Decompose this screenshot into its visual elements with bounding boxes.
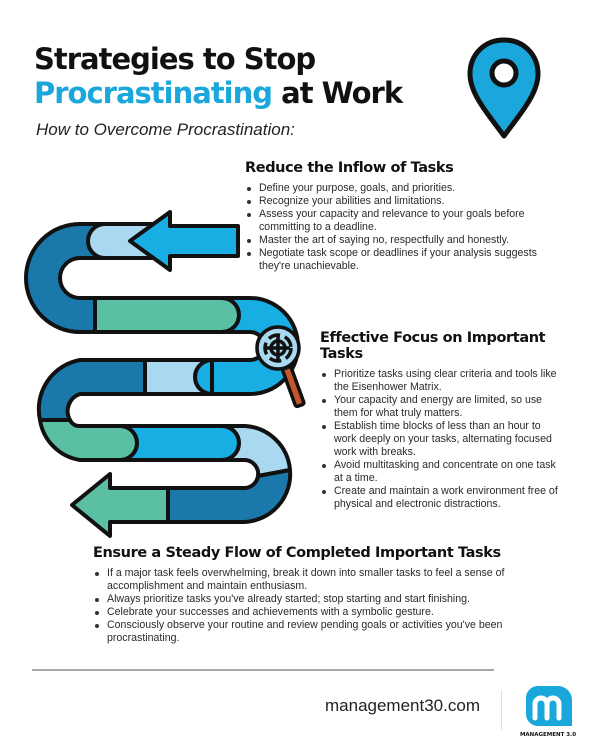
list-item: Define your purpose, goals, and priorities.	[245, 182, 565, 195]
list-item: Negotiate task scope or deadlines if your analysis suggests they're unachievable.	[245, 247, 565, 273]
list-item: Establish time blocks of less than an hour to work deeply on your tasks, alternating focused work with breaks.	[320, 420, 560, 459]
management30-logo-icon	[520, 684, 576, 734]
bullet-list	[245, 182, 565, 273]
list-item: Your capacity and energy are limited, so use them for what truly matters.	[320, 394, 560, 420]
list-item: Celebrate your successes and achievements with a symbolic gesture.	[93, 606, 513, 619]
list-item: Consciously observe your routine and review pending goals or activities you've been procrastinating.	[93, 619, 513, 645]
website-link[interactable]: management30.com	[325, 696, 480, 715]
bullet-list	[93, 567, 513, 645]
section-steady-flow	[93, 545, 513, 645]
section-heading: Effective Focus on Important Tasks	[320, 330, 546, 362]
section-heading: Reduce the Inflow of Tasks	[245, 160, 454, 176]
title-line-1: Strategies to Stop	[34, 42, 316, 76]
section-effective-focus	[320, 330, 560, 511]
footer-divider	[32, 669, 494, 671]
list-item: Create and maintain a work environment free of physical and electronic distractions.	[320, 485, 560, 511]
page-title	[34, 42, 402, 110]
section-reduce-inflow	[245, 160, 565, 273]
list-item: Assess your capacity and relevance to your goals before committing to a deadline.	[245, 208, 565, 234]
logo-label: MANAGEMENT 3.0	[519, 732, 577, 738]
subtitle: How to Overcome Procrastination:	[36, 120, 295, 139]
arrow-left-icon	[130, 212, 238, 270]
list-item: Prioritize tasks using clear criteria and tools like the Eisenhower Matrix.	[320, 368, 560, 394]
list-item: Always prioritize tasks you've already started; stop starting and start finishing.	[93, 593, 513, 606]
arrow-left-icon	[72, 474, 168, 536]
bullet-list	[320, 368, 560, 511]
title-line-2	[34, 76, 402, 110]
map-pin-icon	[466, 36, 542, 140]
list-item: Avoid multitasking and concentrate on one task at a time.	[320, 459, 560, 485]
list-item: Recognize your abilities and limitations.	[245, 195, 565, 208]
title-accent: Procrastinating	[34, 76, 273, 110]
footer-separator	[501, 690, 502, 730]
list-item: If a major task feels overwhelming, break it down into smaller tasks to feel a sense of accomplishment and maintain enthusiasm.	[93, 567, 513, 593]
section-heading: Ensure a Steady Flow of Completed Important Tasks	[93, 545, 501, 561]
title-rest: at Work	[272, 76, 403, 110]
list-item: Master the art of saying no, respectfully and honestly.	[245, 234, 565, 247]
